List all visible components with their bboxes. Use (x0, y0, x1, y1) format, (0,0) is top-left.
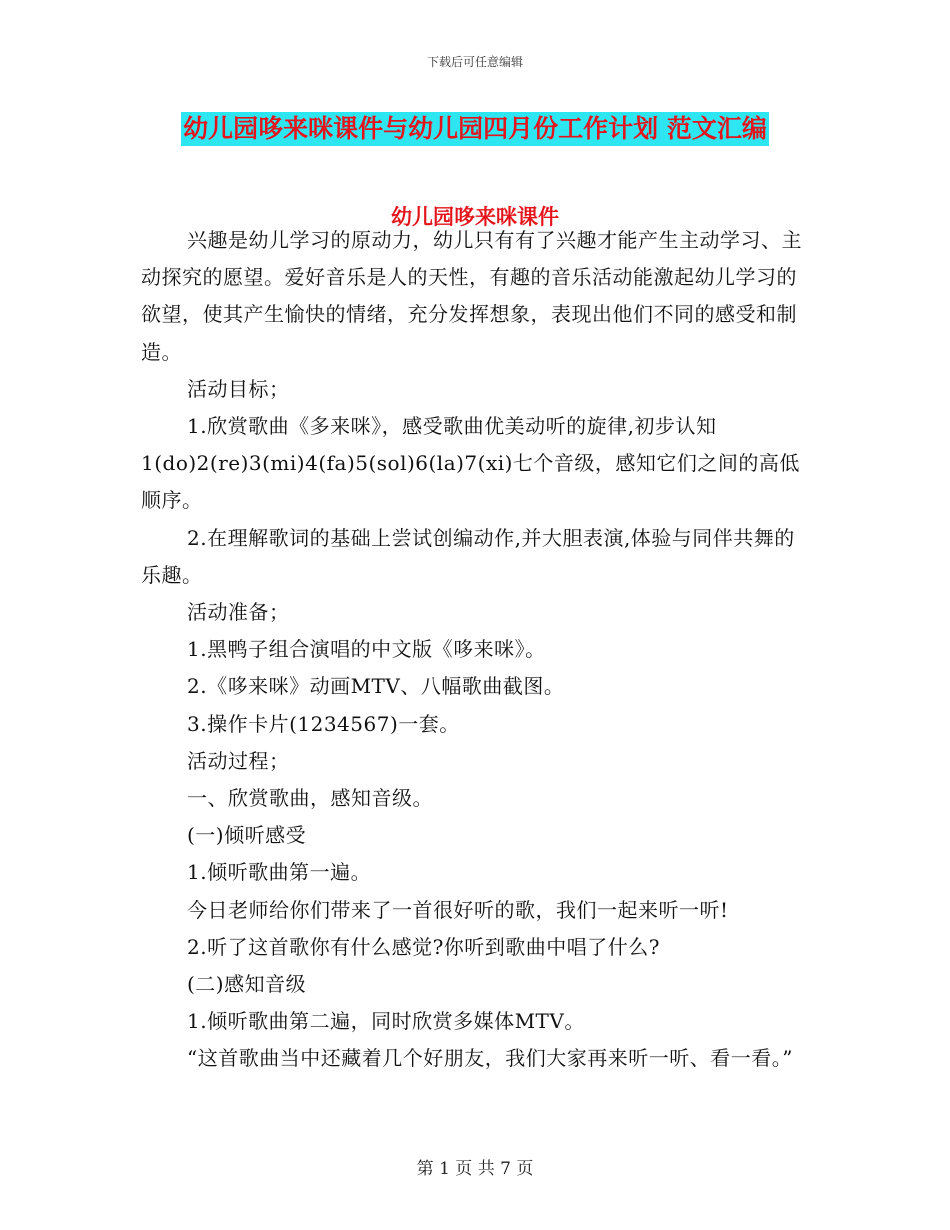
paragraph-teacher-line: 今日老师给你们带来了一首很好听的歌，我们一起来听一听! (187, 897, 729, 922)
paragraph-process-heading: 活动过程； (187, 748, 290, 773)
main-title: 幼儿园哆来咪课件与幼儿园四月份工作计划 范文汇编 (181, 112, 769, 146)
paragraph-goal-1: 1.欣赏歌曲《多来咪》，感受歌曲优美动听的旋律,初步认知1(do)2(re)3(mi)4(fa)5(sol)6(la)7(xi)七个音级，感知它们之间的高低顺序。 (141, 414, 800, 513)
main-title-container (0, 112, 950, 146)
paragraph-sub-2: (二)感知音级 (187, 972, 307, 997)
paragraph-listen-2: 1.倾听歌曲第二遍，同时欣赏多媒体MTV。 (187, 1009, 585, 1034)
page-number: 第 1 页 共 7 页 (416, 1159, 534, 1179)
paragraph-listen-1: 1.倾听歌曲第一遍。 (187, 860, 372, 885)
paragraph-quote: “这首歌曲当中还藏着几个好朋友，我们大家再来听一听、看一看。” (187, 1046, 793, 1071)
paragraph-question: 2.听了这首歌你有什么感觉?你听到歌曲中唱了什么? (187, 934, 661, 959)
paragraph-prep-3: 3.操作卡片(1234567)一套。 (187, 711, 460, 736)
paragraph-prep-2: 2.《哆来咪》动画MTV、八幅歌曲截图。 (187, 674, 565, 699)
paragraph-step-1: 一、欣赏歌曲，感知音级。 (187, 786, 433, 811)
header-note: 下载后可任意编辑 (426, 55, 523, 69)
paragraph-goals-heading: 活动目标； (187, 376, 290, 401)
paragraph-goal-2: 2.在理解歌词的基础上尝试创编动作,并大胆表演,体验与同伴共舞的乐趣。 (141, 525, 795, 587)
paragraph-intro: 兴趣是幼儿学习的原动力，幼儿只有有了兴趣才能产生主动学习、主动探究的愿望。爱好音乐是人的天性，有趣的音乐活动能激起幼儿学习的欲望，使其产生愉快的情绪，充分发挥想象，表现出他们不同的感受和制造。 (141, 228, 802, 364)
paragraph-prep-heading: 活动准备； (187, 600, 290, 625)
paragraph-prep-1: 1.黑鸭子组合演唱的中文版《哆来咪》。 (187, 637, 546, 662)
document-body (141, 222, 813, 1078)
section-title: 幼儿园哆来咪课件 (391, 205, 559, 229)
paragraph-sub-1: (一)倾听感受 (187, 823, 307, 848)
